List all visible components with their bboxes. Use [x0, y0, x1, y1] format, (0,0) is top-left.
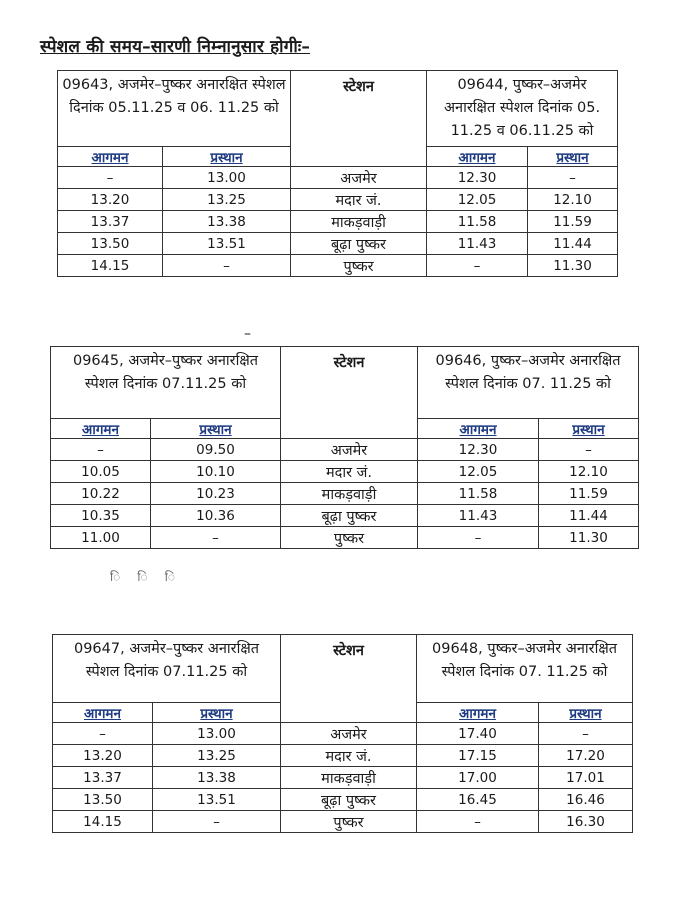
right-departure-cell: 11.59: [539, 483, 639, 505]
table-row: [51, 505, 639, 527]
station-cell: अजमेर: [291, 167, 427, 189]
right-arrival-header: आगमन: [418, 419, 539, 439]
left-arrival-cell: 14.15: [53, 811, 153, 833]
left-arrival-cell: 13.20: [53, 745, 153, 767]
table-row: [51, 483, 639, 505]
right-departure-cell: 17.01: [539, 767, 633, 789]
right-departure-cell: 16.30: [539, 811, 633, 833]
left-departure-cell: 09.50: [151, 439, 281, 461]
table-row: [58, 255, 618, 277]
left-departure-cell: 13.25: [153, 745, 281, 767]
right-departure-cell: 11.44: [528, 233, 618, 255]
stray-dash-mark: –: [244, 326, 251, 342]
left-arrival-cell: 13.37: [58, 211, 163, 233]
right-arrival-cell: 12.05: [427, 189, 528, 211]
station-cell: मदार जं.: [281, 745, 417, 767]
left-train-title: 09645, अजमेर–पुष्कर अनारक्षित स्पेशल दिनांक 07.11.25 को: [51, 347, 281, 419]
right-train-title: 09646, पुष्कर–अजमेर अनारक्षित स्पेशल दिनांक 07. 11.25 को: [418, 347, 639, 419]
left-train-title: 09643, अजमेर–पुष्कर अनारक्षित स्पेशल दिनांक 05.11.25 व 06. 11.25 को: [58, 71, 291, 147]
station-cell: पुष्कर: [291, 255, 427, 277]
right-arrival-cell: 11.43: [418, 505, 539, 527]
table-row: [53, 789, 633, 811]
table-row: [51, 461, 639, 483]
right-departure-header: प्रस्थान: [539, 703, 633, 723]
left-departure-cell: 13.51: [163, 233, 291, 255]
left-arrival-cell: 14.15: [58, 255, 163, 277]
right-departure-cell: 12.10: [539, 461, 639, 483]
right-train-title: 09644, पुष्कर–अजमेर अनारक्षित स्पेशल दिनांक 05. 11.25 व 06.11.25 को: [427, 71, 618, 147]
station-header: स्टेशन: [291, 71, 427, 167]
right-departure-cell: 11.30: [528, 255, 618, 277]
table-row: [51, 527, 639, 549]
right-departure-cell: 16.46: [539, 789, 633, 811]
left-departure-cell: 13.00: [163, 167, 291, 189]
right-arrival-cell: 16.45: [417, 789, 539, 811]
left-arrival-cell: 11.00: [51, 527, 151, 549]
right-departure-cell: 12.10: [528, 189, 618, 211]
right-arrival-cell: 12.30: [418, 439, 539, 461]
left-departure-cell: 13.38: [163, 211, 291, 233]
left-arrival-cell: 13.37: [53, 767, 153, 789]
left-arrival-cell: –: [58, 167, 163, 189]
left-arrival-cell: –: [51, 439, 151, 461]
station-cell: पुष्कर: [281, 527, 418, 549]
station-cell: बूढ़ा पुष्कर: [291, 233, 427, 255]
right-arrival-cell: 11.58: [427, 211, 528, 233]
left-arrival-header: आगमन: [53, 703, 153, 723]
station-cell: अजमेर: [281, 439, 418, 461]
right-departure-cell: –: [539, 723, 633, 745]
station-cell: अजमेर: [281, 723, 417, 745]
left-departure-cell: –: [151, 527, 281, 549]
right-arrival-cell: 17.15: [417, 745, 539, 767]
station-cell: मदार जं.: [291, 189, 427, 211]
left-departure-cell: 13.51: [153, 789, 281, 811]
left-arrival-cell: 10.35: [51, 505, 151, 527]
right-departure-cell: 11.59: [528, 211, 618, 233]
left-departure-cell: –: [153, 811, 281, 833]
left-departure-cell: –: [163, 255, 291, 277]
station-cell: मदार जं.: [281, 461, 418, 483]
right-train-title: 09648, पुष्कर–अजमेर अनारक्षित स्पेशल दिनांक 07. 11.25 को: [417, 635, 633, 703]
left-train-title: 09647, अजमेर–पुष्कर अनारक्षित स्पेशल दिनांक 07.11.25 को: [53, 635, 281, 703]
faint-bleed-through-text: ि ि ि: [110, 570, 189, 584]
left-arrival-header: आगमन: [51, 419, 151, 439]
left-arrival-header: आगमन: [58, 147, 163, 167]
left-departure-cell: 13.38: [153, 767, 281, 789]
right-arrival-cell: –: [418, 527, 539, 549]
station-header: स्टेशन: [281, 635, 417, 723]
right-departure-cell: 17.20: [539, 745, 633, 767]
table-row: [53, 745, 633, 767]
left-departure-header: प्रस्थान: [153, 703, 281, 723]
right-departure-header: प्रस्थान: [539, 419, 639, 439]
left-arrival-cell: 13.20: [58, 189, 163, 211]
left-departure-cell: 10.36: [151, 505, 281, 527]
left-departure-header: प्रस्थान: [151, 419, 281, 439]
table-row: [58, 167, 618, 189]
station-header: स्टेशन: [281, 347, 418, 439]
left-departure-cell: 10.23: [151, 483, 281, 505]
left-departure-header: प्रस्थान: [163, 147, 291, 167]
right-departure-cell: 11.30: [539, 527, 639, 549]
right-departure-cell: –: [528, 167, 618, 189]
right-arrival-cell: 11.43: [427, 233, 528, 255]
right-departure-cell: 11.44: [539, 505, 639, 527]
table-row: [58, 189, 618, 211]
station-cell: बूढ़ा पुष्कर: [281, 789, 417, 811]
table-row: [58, 233, 618, 255]
right-arrival-cell: 12.30: [427, 167, 528, 189]
left-arrival-cell: 13.50: [53, 789, 153, 811]
table-row: [58, 211, 618, 233]
right-arrival-header: आगमन: [417, 703, 539, 723]
left-arrival-cell: 13.50: [58, 233, 163, 255]
station-cell: बूढ़ा पुष्कर: [281, 505, 418, 527]
left-arrival-cell: –: [53, 723, 153, 745]
timetable-2: [50, 346, 639, 549]
left-departure-cell: 13.00: [153, 723, 281, 745]
station-cell: माकड़वाड़ी: [281, 483, 418, 505]
right-arrival-cell: –: [417, 811, 539, 833]
right-departure-cell: –: [539, 439, 639, 461]
left-arrival-cell: 10.05: [51, 461, 151, 483]
table-row: [53, 767, 633, 789]
page-heading: स्पेशल की समय–सारणी निम्नानुसार होगीः–: [40, 37, 311, 57]
right-departure-header: प्रस्थान: [528, 147, 618, 167]
table-row: [53, 723, 633, 745]
left-arrival-cell: 10.22: [51, 483, 151, 505]
right-arrival-header: आगमन: [427, 147, 528, 167]
right-arrival-cell: 17.00: [417, 767, 539, 789]
right-arrival-cell: –: [427, 255, 528, 277]
station-cell: माकड़वाड़ी: [281, 767, 417, 789]
right-arrival-cell: 17.40: [417, 723, 539, 745]
left-departure-cell: 10.10: [151, 461, 281, 483]
table-row: [53, 811, 633, 833]
left-departure-cell: 13.25: [163, 189, 291, 211]
station-cell: माकड़वाड़ी: [291, 211, 427, 233]
table-row: [51, 439, 639, 461]
right-arrival-cell: 11.58: [418, 483, 539, 505]
right-arrival-cell: 12.05: [418, 461, 539, 483]
station-cell: पुष्कर: [281, 811, 417, 833]
timetable-3: [52, 634, 633, 833]
timetable-1: [57, 70, 618, 277]
